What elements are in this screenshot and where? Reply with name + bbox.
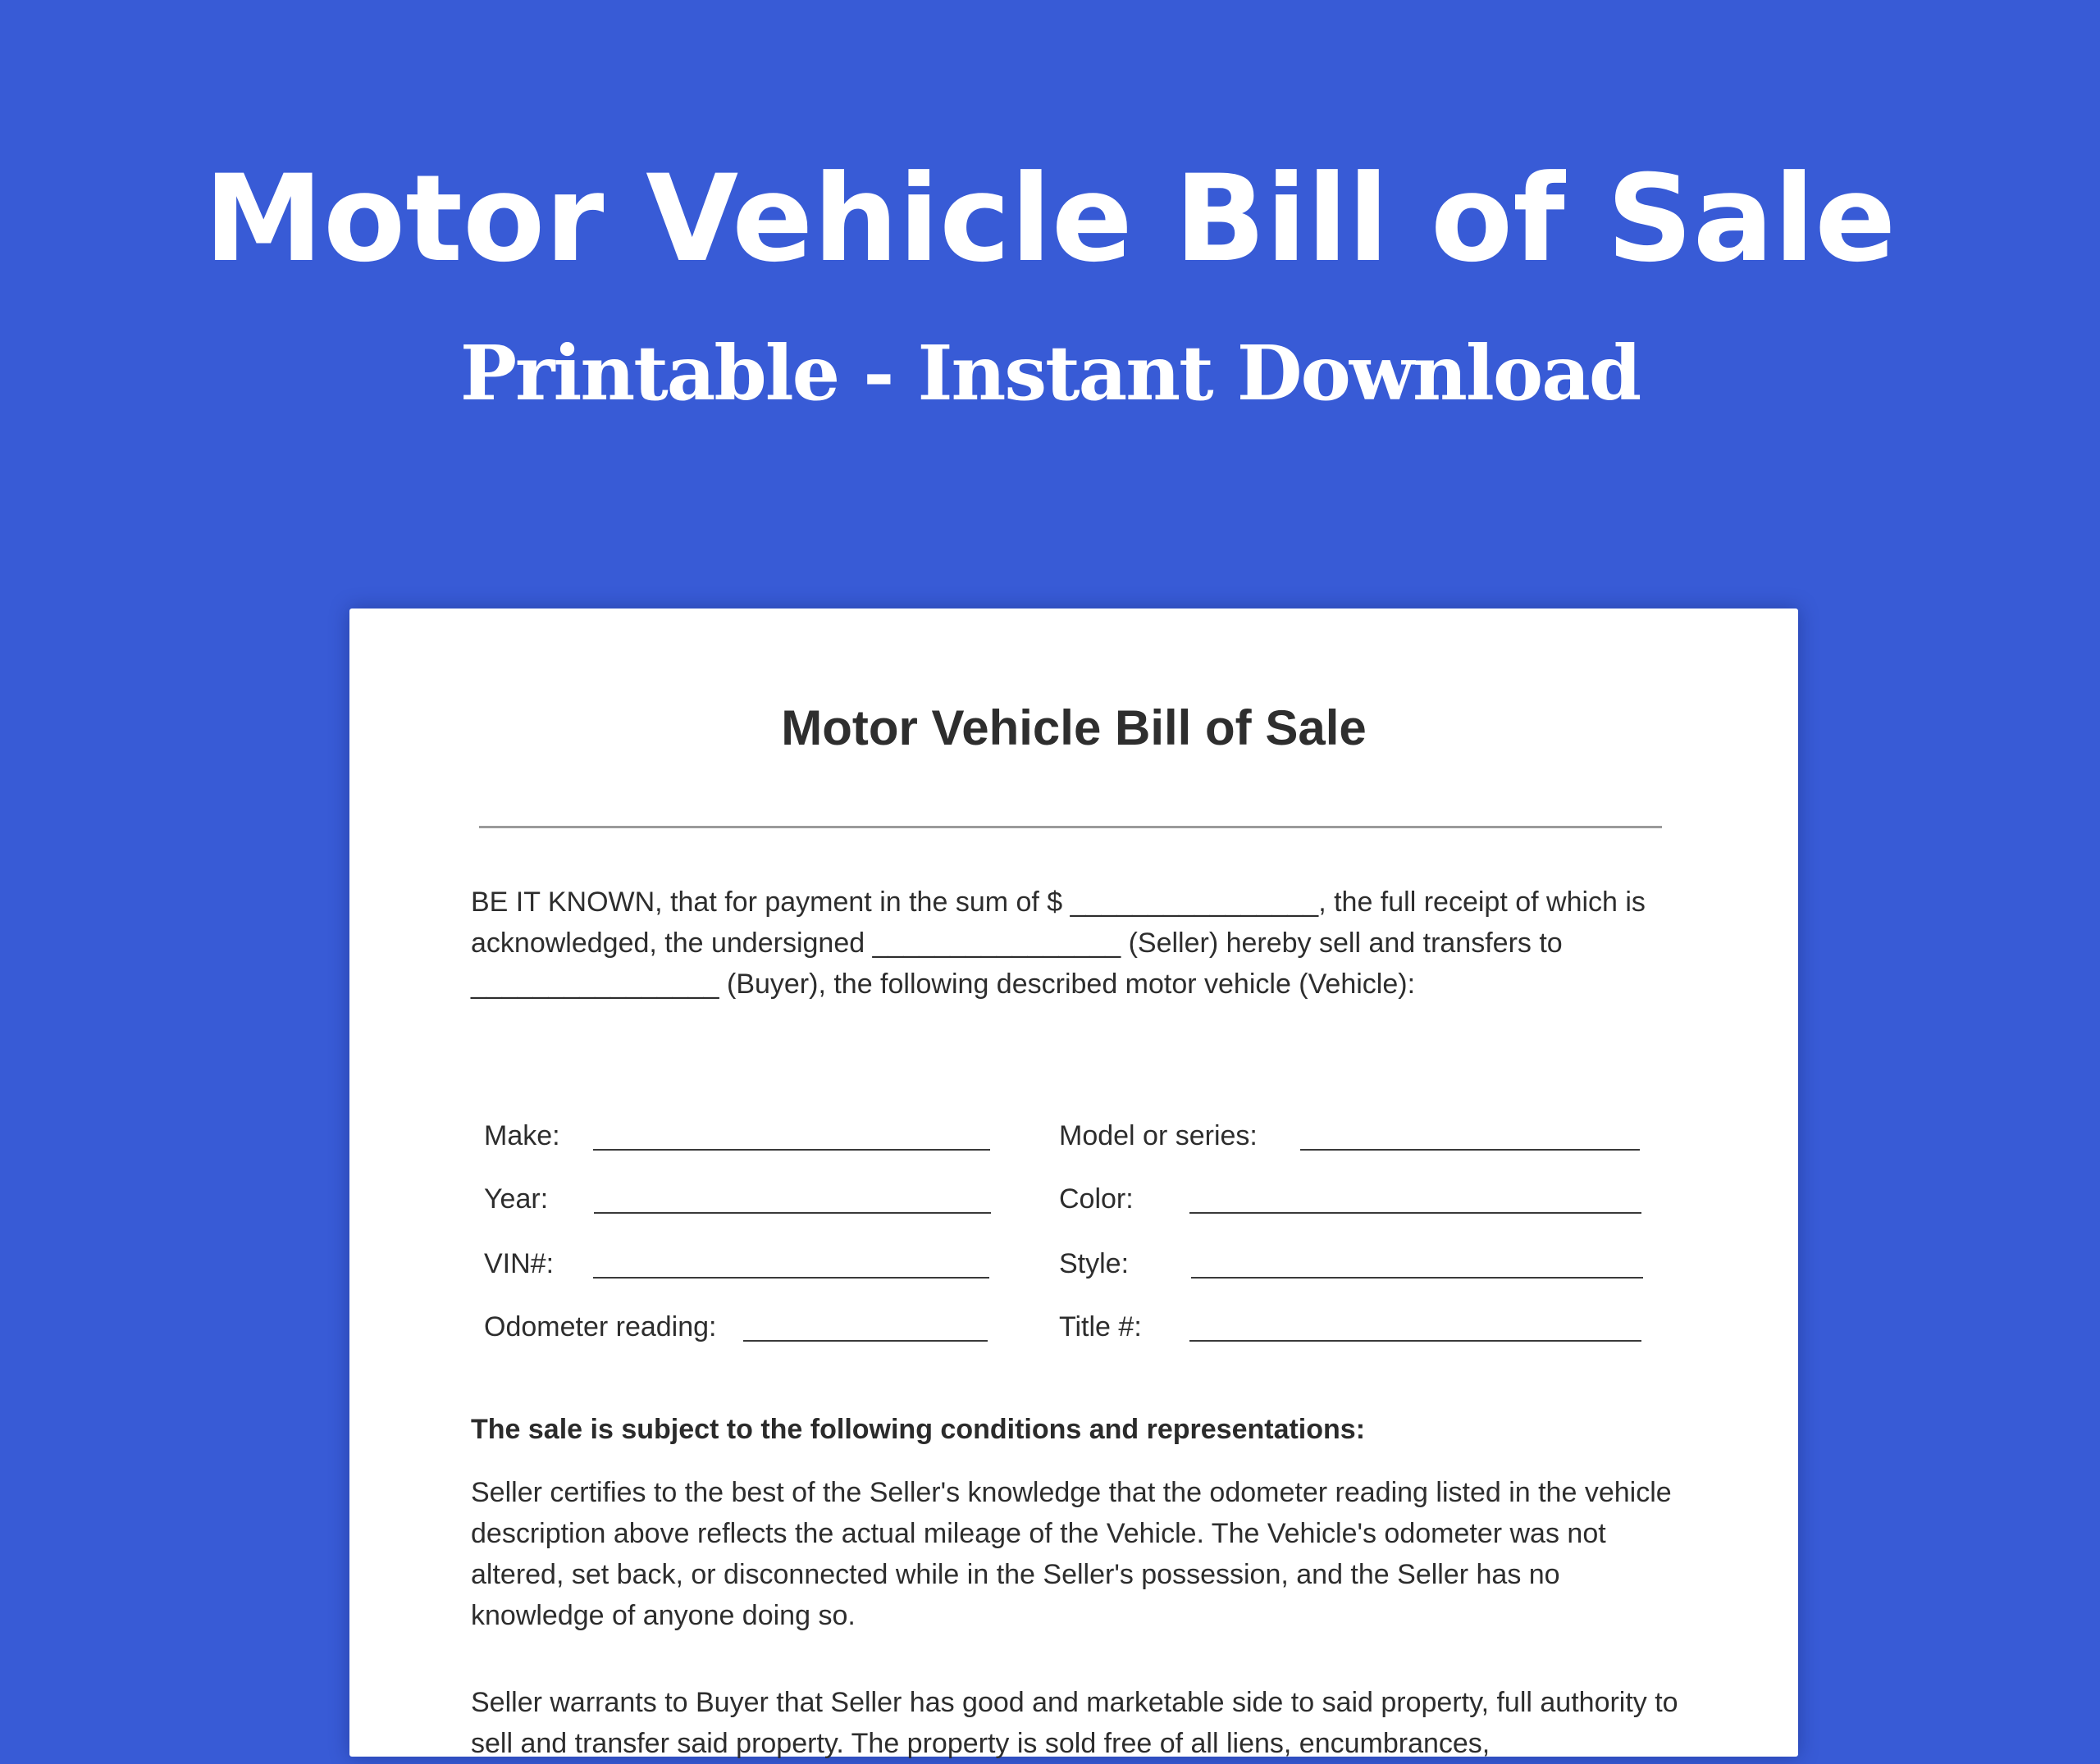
intro-paragraph: BE IT KNOWN, that for payment in the sum of $ ________________, the full receipt of which is acknowledged, the undersigned ________________ (Seller) hereby sell and transfers to ________________ (Buyer), the following described motor vehicle (Vehicle): [471, 887, 1646, 1000]
style-line [1191, 1277, 1643, 1279]
odometer-label: Odometer reading: [484, 1311, 717, 1342]
make-line [593, 1149, 990, 1151]
document-preview [349, 609, 1798, 1757]
banner-subtitle: Printable - Instant Download [459, 329, 1641, 417]
color-label: Color: [1059, 1183, 1134, 1215]
document-title: Motor Vehicle Bill of Sale [781, 700, 1367, 755]
title-divider [479, 826, 1662, 828]
conditions-heading: The sale is subject to the following conditions and representations: [471, 1414, 1366, 1445]
odometer-line [743, 1340, 988, 1342]
year-label: Year: [484, 1183, 549, 1215]
color-line [1189, 1212, 1641, 1214]
style-label: Style: [1059, 1248, 1130, 1279]
vin-line [593, 1277, 989, 1279]
year-line [594, 1212, 991, 1214]
model-line [1300, 1149, 1640, 1151]
title-number-line [1189, 1340, 1641, 1342]
odometer-certification-paragraph: Seller certifies to the best of the Seller's knowledge that the odometer reading listed in the vehicle description above reflects the actual mileage of the Vehicle. The Vehicle's odometer was not altered, set back, or disconnected while in the Seller's possession, and the Seller has no knowledge of anyone doing so. [471, 1477, 1672, 1631]
vin-label: VIN#: [484, 1248, 555, 1279]
banner-title: Motor Vehicle Bill of Sale [203, 149, 1897, 289]
model-label: Model or series: [1059, 1120, 1258, 1151]
title-number-label: Title #: [1059, 1311, 1142, 1342]
title-warranty-paragraph: Seller warrants to Buyer that Seller has good and marketable side to said property, full authority to sell and transfer said property. The property is sold free of all liens, encumbrances, [471, 1687, 1678, 1759]
make-label: Make: [484, 1120, 560, 1151]
